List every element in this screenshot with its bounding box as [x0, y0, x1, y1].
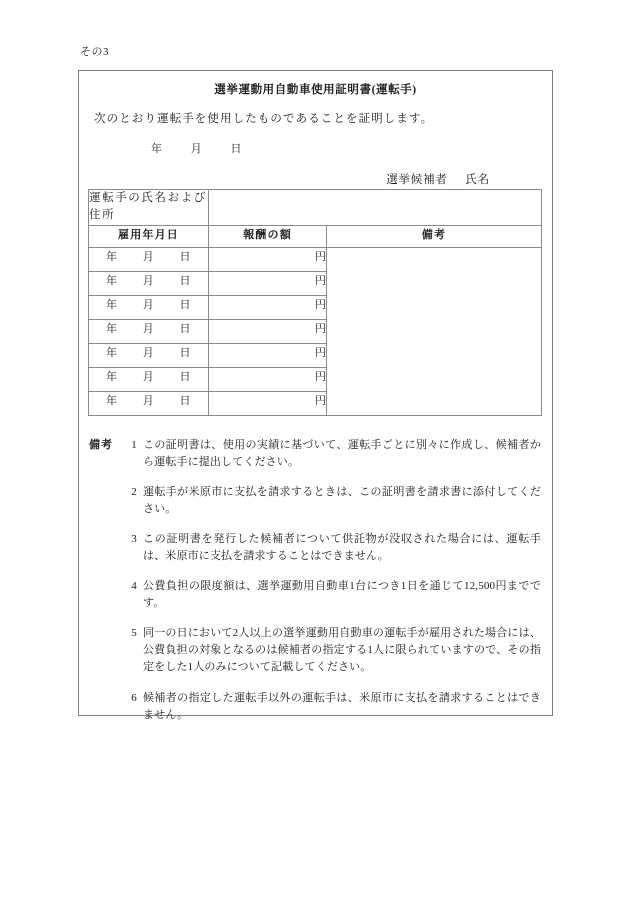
note-item [89, 690, 541, 724]
employment-date-field[interactable] [89, 367, 209, 391]
note-item [89, 625, 541, 676]
currency-unit-label: 円 [315, 394, 326, 407]
remuneration-field[interactable] [209, 319, 327, 343]
row-year-label: 年 [106, 322, 118, 335]
row-day-label: 日 [179, 250, 191, 263]
note-number: 4 [131, 580, 137, 593]
candidate-label: 選挙候補者 [386, 174, 448, 186]
row-day-label: 日 [179, 346, 191, 359]
issue-date-day-label: 日 [230, 143, 242, 155]
certification-statement: 次のとおり運転手を使用したものであることを証明します。 [94, 113, 434, 125]
remuneration-field[interactable] [209, 343, 327, 367]
issue-date-line [151, 140, 242, 156]
issue-date-year-label: 年 [151, 143, 163, 155]
table-row-driver-info [89, 190, 542, 226]
remarks-field[interactable] [327, 247, 542, 415]
row-month-label: 月 [142, 322, 155, 335]
remuneration-field[interactable] [209, 295, 327, 319]
employment-date-field[interactable] [89, 247, 209, 271]
note-number: 5 [131, 627, 137, 640]
currency-unit-label: 円 [315, 322, 326, 335]
candidate-name-label: 氏名 [465, 174, 490, 186]
currency-unit-label: 円 [315, 298, 326, 311]
currency-unit-label: 円 [315, 346, 326, 359]
row-day-label: 日 [179, 394, 191, 407]
remuneration-field[interactable] [209, 271, 327, 295]
row-year-label: 年 [106, 250, 118, 263]
note-item [89, 484, 541, 518]
notes-section [89, 437, 541, 724]
employment-date-field[interactable] [89, 391, 209, 415]
employment-date-field[interactable] [89, 319, 209, 343]
note-text: この証明書は、使用の実績に基づいて、運転手ごとに別々に作成し、候補者から運転手に提出してください。 [143, 439, 541, 469]
row-month-label: 月 [142, 394, 155, 407]
column-header-remarks: 備考 [327, 225, 542, 247]
note-text: 運転手が米原市に支払を請求するときは、この証明書を請求書に添付してください。 [143, 486, 541, 516]
row-month-label: 月 [142, 274, 155, 287]
row-month-label: 月 [142, 346, 155, 359]
employment-date-field[interactable] [89, 271, 209, 295]
note-number: 6 [131, 691, 137, 704]
note-text: この証明書を発行した候補者について供託物が没収された場合には、運転手は、米原市に支払を請求することはできません。 [143, 533, 541, 563]
remuneration-field[interactable] [209, 367, 327, 391]
table-row [89, 247, 542, 271]
note-item [89, 578, 541, 612]
row-year-label: 年 [106, 370, 118, 383]
employment-date-field[interactable] [89, 343, 209, 367]
row-month-label: 月 [142, 370, 155, 383]
row-year-label: 年 [106, 394, 118, 407]
driver-info-header: 運転手の氏名および住所 [89, 190, 209, 226]
remuneration-field[interactable] [209, 247, 327, 271]
table-header-row [89, 225, 542, 247]
driver-info-value-field[interactable] [209, 190, 542, 226]
row-day-label: 日 [179, 298, 191, 311]
issue-date-month-label: 月 [190, 143, 203, 155]
column-header-remuneration: 報酬の額 [209, 225, 327, 247]
currency-unit-label: 円 [315, 250, 326, 263]
row-year-label: 年 [106, 346, 118, 359]
note-number: 2 [131, 486, 137, 499]
note-item [89, 437, 541, 471]
note-text: 候補者の指定した運転手以外の運転手は、米原市に支払を請求することはできません。 [143, 691, 541, 721]
row-day-label: 日 [179, 274, 191, 287]
row-day-label: 日 [179, 370, 191, 383]
currency-unit-label: 円 [315, 274, 326, 287]
row-month-label: 月 [142, 298, 155, 311]
row-month-label: 月 [142, 250, 155, 263]
row-year-label: 年 [106, 298, 118, 311]
note-item [89, 531, 541, 565]
form-title: 選挙運動用自動車使用証明書(運転手) [214, 84, 417, 96]
row-day-label: 日 [179, 322, 191, 335]
candidate-name-line [386, 171, 490, 187]
note-number: 1 [131, 439, 137, 451]
note-text: 同一の日において2人以上の選挙運動用自動車の運転手が雇用された場合には、公費負担の対象となるのは候補者の指定する1人に限られていますので、その指定をした1人のみについて記載してください。 [143, 627, 541, 674]
currency-unit-label: 円 [315, 370, 326, 383]
column-header-employment-date: 雇用年月日 [89, 225, 209, 247]
row-year-label: 年 [106, 274, 118, 287]
employment-record-table [88, 189, 542, 416]
remuneration-field[interactable] [209, 391, 327, 415]
document-frame [78, 70, 553, 721]
note-number: 3 [131, 533, 137, 546]
note-text: 公費負担の限度額は、選挙運動用自動車1台につき1日を通じて12,500円までです。 [143, 580, 541, 610]
employment-date-field[interactable] [89, 295, 209, 319]
notes-section-label: 備考 [89, 439, 113, 451]
sheet-label: その3 [80, 46, 109, 58]
